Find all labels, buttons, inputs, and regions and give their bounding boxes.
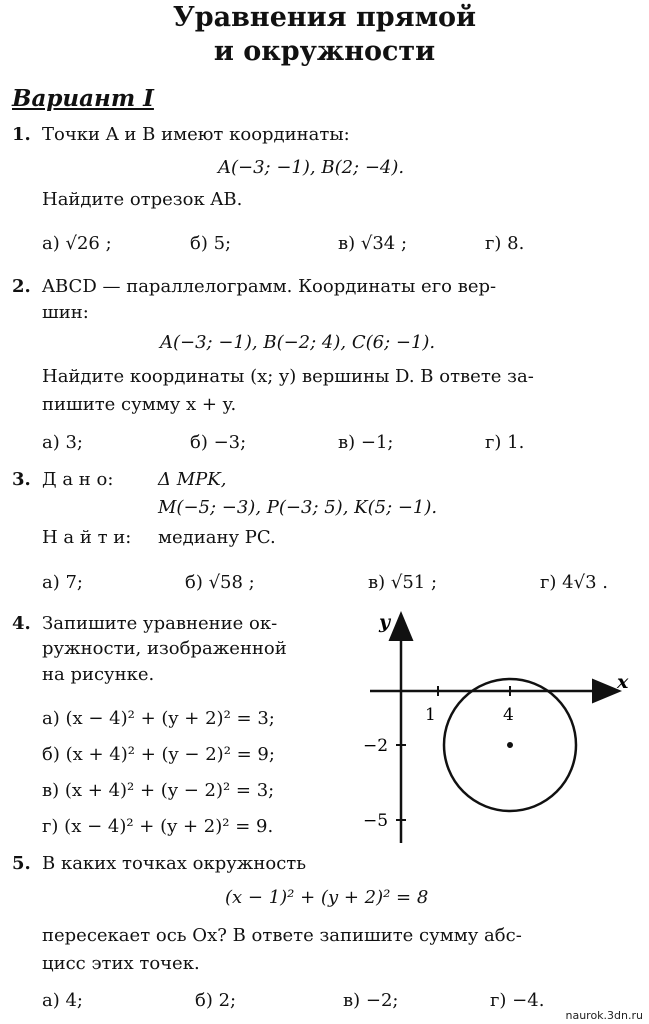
q1-option-b: б) 5;: [190, 233, 232, 254]
q2-points: A(−3; −1), B(−2; 4), C(6; −1).: [160, 332, 436, 353]
q3-points: M(−5; −3), P(−3; 5), K(5; −1).: [158, 497, 438, 518]
q4-option-a: а) (x − 4)² + (y + 2)² = 3;: [42, 708, 275, 729]
q3-given: Δ MPK,: [158, 469, 227, 490]
q1-points: A(−3; −1), B(2; −4).: [218, 157, 405, 178]
q1-option-a: а) √26 ;: [42, 233, 112, 254]
q5-equation: (x − 1)² + (y + 2)² = 8: [225, 887, 429, 908]
title-line-1: Уравнения прямой: [172, 2, 477, 33]
q4-number: 4.: [12, 613, 31, 634]
q3-option-c: в) √51 ;: [368, 572, 438, 593]
q4-line-3: на рисунке.: [42, 664, 155, 685]
q4-line-1: Запишите уравнение ок-: [42, 613, 278, 634]
q2-number: 2.: [12, 276, 31, 297]
q2-option-d: г) 1.: [485, 432, 525, 453]
q1-number: 1.: [12, 124, 31, 145]
y-tick-label-m2: −2: [363, 736, 389, 756]
q4-option-b: б) (x + 4)² + (y − 2)² = 9;: [42, 744, 275, 765]
q2-ask-1: Найдите координаты (x; y) вершины D. В ответе за-: [42, 366, 534, 387]
watermark: naurok.3dn.ru: [565, 1009, 643, 1022]
x-tick-label-1: 1: [425, 705, 436, 725]
q3-find-label: Н а й т и:: [42, 527, 132, 548]
q2-option-a: а) 3;: [42, 432, 83, 453]
q4-option-d: г) (x − 4)² + (y + 2)² = 9.: [42, 816, 274, 837]
q5-option-c: в) −2;: [343, 990, 399, 1011]
y-tick-label-m5: −5: [363, 811, 389, 831]
q3-number: 3.: [12, 469, 31, 490]
q3-option-b: б) √58 ;: [185, 572, 255, 593]
q3-option-a: а) 7;: [42, 572, 83, 593]
q1-option-d: г) 8.: [485, 233, 525, 254]
circle-graph: [355, 608, 645, 853]
title-line-2: и окружности: [213, 36, 436, 67]
q5-option-b: б) 2;: [195, 990, 237, 1011]
q5-option-d: г) −4.: [490, 990, 545, 1011]
q3-given-label: Д а н о:: [42, 469, 114, 490]
q5-number: 5.: [12, 853, 31, 874]
q2-line-2: шин:: [42, 302, 89, 323]
q5-line-1: В каких точках окружность: [42, 853, 307, 874]
q1-ask: Найдите отрезок AB.: [42, 189, 243, 210]
q2-ask-2: пишите сумму x + y.: [42, 394, 237, 415]
variant-heading: Вариант I: [12, 85, 154, 112]
q2-option-b: б) −3;: [190, 432, 247, 453]
q3-option-d: г) 4√3 .: [540, 572, 608, 593]
y-axis-label: y: [379, 611, 391, 633]
x-axis-label: x: [617, 671, 629, 693]
q4-option-c: в) (x + 4)² + (y − 2)² = 3;: [42, 780, 275, 801]
q2-line-1: ABCD — параллелограмм. Координаты его вер-: [42, 276, 497, 297]
x-tick-label-4: 4: [503, 705, 514, 725]
q1-option-c: в) √34 ;: [338, 233, 408, 254]
q5-ask-2: цисс этих точек.: [42, 953, 200, 974]
q2-option-c: в) −1;: [338, 432, 394, 453]
circle-center: [507, 742, 513, 748]
q5-ask-1: пересекает ось Ox? В ответе запишите сумму абс-: [42, 925, 522, 946]
q3-find: медиану PC.: [158, 527, 276, 548]
q5-option-a: а) 4;: [42, 990, 83, 1011]
q4-line-2: ружности, изображенной: [42, 638, 287, 659]
q1-text: Точки A и B имеют координаты:: [42, 124, 350, 145]
